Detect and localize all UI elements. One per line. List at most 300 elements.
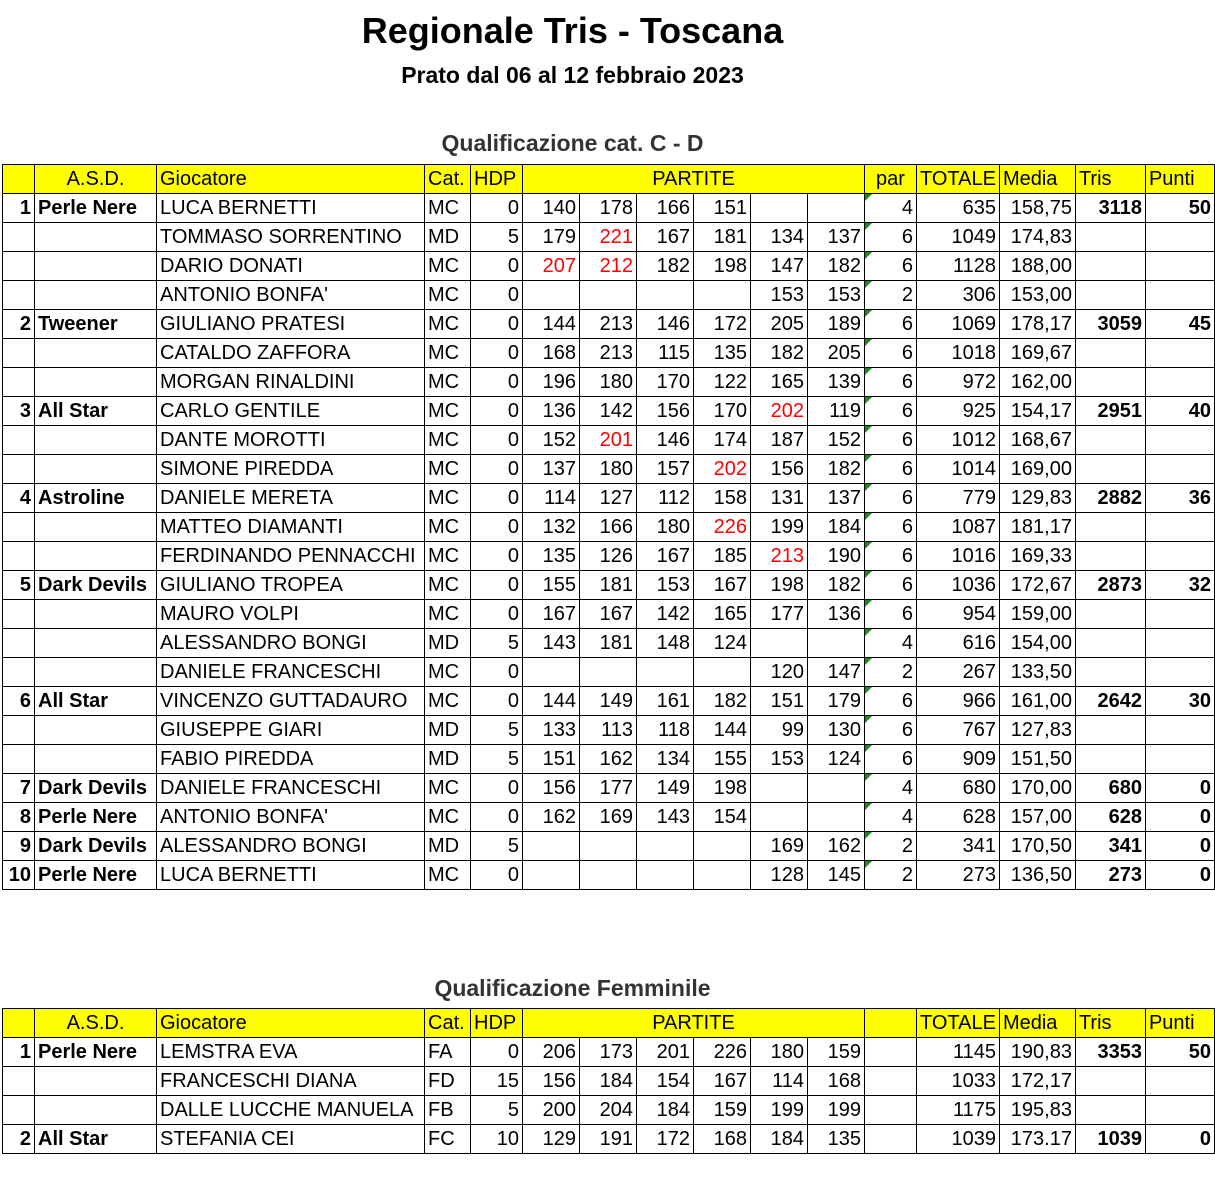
game-score-cell: 156 (523, 774, 580, 803)
game-score-cell: 137 (523, 455, 580, 484)
rank-cell: 8 (3, 803, 35, 832)
tris-total-cell (1075, 658, 1145, 687)
tris-total-cell (1075, 542, 1145, 571)
game-score-cell: 212 (580, 252, 637, 281)
game-score-cell (694, 281, 751, 310)
header-par: par (865, 165, 917, 194)
points-cell: 32 (1145, 571, 1214, 600)
game-score-cell: 156 (637, 397, 694, 426)
game-score-cell (808, 629, 865, 658)
game-score-cell: 202 (694, 455, 751, 484)
game-score-cell: 174 (694, 426, 751, 455)
header-total: TOTALE (917, 1009, 1000, 1038)
handicap-cell: 0 (471, 1038, 523, 1067)
rank-cell: 10 (3, 861, 35, 890)
player-cell: ALESSANDRO BONGI (157, 629, 425, 658)
game-score-cell: 112 (637, 484, 694, 513)
tris-total-cell: 2951 (1075, 397, 1145, 426)
category-cell: MC (425, 426, 471, 455)
game-score-cell: 158 (694, 484, 751, 513)
game-score-cell: 132 (523, 513, 580, 542)
handicap-cell: 0 (471, 571, 523, 600)
total-cell: 1069 (917, 310, 1000, 339)
club-cell (35, 745, 157, 774)
player-cell: FRANCESCHI DIANA (157, 1067, 425, 1096)
game-score-cell: 151 (694, 194, 751, 223)
rank-cell (3, 281, 35, 310)
header-player: Giocatore (157, 1009, 425, 1038)
game-score-cell: 191 (580, 1125, 637, 1154)
player-cell: CATALDO ZAFFORA (157, 339, 425, 368)
points-cell: 36 (1145, 484, 1214, 513)
games-played-cell: 6 (865, 455, 917, 484)
games-played-cell: 6 (865, 484, 917, 513)
average-cell: 174,83 (999, 223, 1075, 252)
tris-total-cell (1075, 339, 1145, 368)
player-cell: GIUSEPPE GIARI (157, 716, 425, 745)
category-cell: MD (425, 832, 471, 861)
game-score-cell: 189 (808, 310, 865, 339)
tris-total-cell (1075, 600, 1145, 629)
points-cell: 50 (1145, 1038, 1214, 1067)
handicap-cell: 15 (471, 1067, 523, 1096)
total-cell: 1033 (917, 1067, 1000, 1096)
rank-cell (3, 426, 35, 455)
rank-cell (3, 716, 35, 745)
points-cell (1145, 745, 1214, 774)
handicap-cell: 5 (471, 745, 523, 774)
game-score-cell: 131 (751, 484, 808, 513)
points-cell (1145, 252, 1214, 281)
section-title-female: Qualificazione Femminile (434, 975, 711, 1001)
game-score-cell: 122 (694, 368, 751, 397)
table-row (3, 513, 1215, 542)
game-score-cell: 144 (523, 310, 580, 339)
game-score-cell: 126 (580, 542, 637, 571)
category-cell: MC (425, 368, 471, 397)
player-cell: DANIELE FRANCESCHI (157, 774, 425, 803)
tris-total-cell (1075, 1096, 1145, 1125)
handicap-cell: 0 (471, 310, 523, 339)
rank-cell (3, 223, 35, 252)
game-score-cell: 169 (751, 832, 808, 861)
handicap-cell: 0 (471, 600, 523, 629)
game-score-cell: 200 (523, 1096, 580, 1125)
points-cell: 45 (1145, 310, 1214, 339)
game-score-cell: 213 (580, 339, 637, 368)
table-row (3, 484, 1215, 513)
header-hdp: HDP (471, 1009, 523, 1038)
club-cell (35, 629, 157, 658)
game-score-cell (523, 658, 580, 687)
rank-cell (3, 368, 35, 397)
game-score-cell: 130 (808, 716, 865, 745)
header-points: Punti (1145, 165, 1214, 194)
rank-cell: 3 (3, 397, 35, 426)
points-cell (1145, 1096, 1214, 1125)
game-score-cell (523, 281, 580, 310)
player-cell: ALESSANDRO BONGI (157, 832, 425, 861)
game-score-cell: 144 (694, 716, 751, 745)
header-cat: Cat. (425, 165, 471, 194)
category-cell: MC (425, 194, 471, 223)
game-score-cell: 152 (523, 426, 580, 455)
table-row (3, 310, 1215, 339)
game-score-cell: 155 (694, 745, 751, 774)
average-cell: 158,75 (999, 194, 1075, 223)
table-row (3, 774, 1215, 803)
club-cell (35, 368, 157, 397)
average-cell: 188,00 (999, 252, 1075, 281)
average-cell: 151,50 (999, 745, 1075, 774)
game-score-cell: 170 (694, 397, 751, 426)
average-cell: 154,00 (999, 629, 1075, 658)
header-avg: Media (999, 1009, 1075, 1038)
club-cell: Perle Nere (35, 194, 157, 223)
game-score-cell: 165 (751, 368, 808, 397)
average-cell: 178,17 (999, 310, 1075, 339)
game-score-cell: 182 (637, 252, 694, 281)
tris-total-cell (1075, 281, 1145, 310)
club-cell (35, 426, 157, 455)
header-tris: Tris (1075, 1009, 1145, 1038)
game-score-cell: 153 (751, 281, 808, 310)
game-score-cell: 167 (637, 223, 694, 252)
average-cell: 161,00 (999, 687, 1075, 716)
points-cell: 30 (1145, 687, 1214, 716)
game-score-cell: 180 (580, 368, 637, 397)
category-cell: MC (425, 252, 471, 281)
table-row (3, 1067, 1215, 1096)
average-cell: 153,00 (999, 281, 1075, 310)
game-score-cell: 147 (808, 658, 865, 687)
game-score-cell: 134 (751, 223, 808, 252)
category-cell: MC (425, 339, 471, 368)
rank-cell (3, 252, 35, 281)
rank-cell (3, 513, 35, 542)
game-score-cell: 180 (637, 513, 694, 542)
category-cell: MC (425, 281, 471, 310)
total-cell: 635 (917, 194, 1000, 223)
games-played-cell: 6 (865, 687, 917, 716)
table-row (3, 397, 1215, 426)
tris-total-cell (1075, 629, 1145, 658)
game-score-cell: 134 (637, 745, 694, 774)
tris-total-cell: 628 (1075, 803, 1145, 832)
games-played-cell: 6 (865, 310, 917, 339)
game-score-cell: 144 (523, 687, 580, 716)
club-cell: Perle Nere (35, 1038, 157, 1067)
game-score-cell: 113 (580, 716, 637, 745)
points-cell: 0 (1145, 774, 1214, 803)
handicap-cell: 0 (471, 252, 523, 281)
rank-cell (3, 339, 35, 368)
table-row (3, 571, 1215, 600)
total-cell: 628 (917, 803, 1000, 832)
game-score-cell (637, 658, 694, 687)
tris-total-cell (1075, 368, 1145, 397)
table-row (3, 542, 1215, 571)
game-score-cell: 181 (580, 629, 637, 658)
tris-total-cell: 273 (1075, 861, 1145, 890)
game-score-cell: 178 (580, 194, 637, 223)
game-score-cell: 207 (523, 252, 580, 281)
tris-total-cell (1075, 716, 1145, 745)
table-row (3, 1096, 1215, 1125)
game-score-cell: 143 (637, 803, 694, 832)
category-cell: MD (425, 745, 471, 774)
points-cell (1145, 368, 1214, 397)
header-hdp: HDP (471, 165, 523, 194)
game-score-cell: 196 (523, 368, 580, 397)
game-score-cell: 199 (751, 1096, 808, 1125)
game-score-cell: 172 (637, 1125, 694, 1154)
points-cell: 0 (1145, 803, 1214, 832)
handicap-cell: 0 (471, 513, 523, 542)
total-cell: 306 (917, 281, 1000, 310)
game-score-cell (580, 861, 637, 890)
total-cell: 1036 (917, 571, 1000, 600)
tris-total-cell (1075, 513, 1145, 542)
game-score-cell: 153 (751, 745, 808, 774)
game-score-cell: 166 (637, 194, 694, 223)
game-score-cell (751, 629, 808, 658)
game-score-cell: 115 (637, 339, 694, 368)
player-cell: ANTONIO BONFA' (157, 803, 425, 832)
average-cell: 181,17 (999, 513, 1075, 542)
points-cell (1145, 658, 1214, 687)
games-played-cell: 6 (865, 513, 917, 542)
handicap-cell: 0 (471, 397, 523, 426)
club-cell: All Star (35, 1125, 157, 1154)
game-score-cell (694, 658, 751, 687)
player-cell: CARLO GENTILE (157, 397, 425, 426)
games-played-cell: 4 (865, 774, 917, 803)
game-score-cell: 179 (808, 687, 865, 716)
game-score-cell: 155 (523, 571, 580, 600)
games-played-cell: 4 (865, 629, 917, 658)
table-row (3, 281, 1215, 310)
header-total: TOTALE (917, 165, 1000, 194)
handicap-cell: 0 (471, 861, 523, 890)
tris-total-cell (1075, 745, 1145, 774)
total-cell: 273 (917, 861, 1000, 890)
club-cell: Dark Devils (35, 832, 157, 861)
header-tris: Tris (1075, 165, 1145, 194)
club-cell: Tweener (35, 310, 157, 339)
games-played-cell: 2 (865, 832, 917, 861)
game-score-cell: 151 (751, 687, 808, 716)
game-score-cell (580, 281, 637, 310)
game-score-cell: 156 (751, 455, 808, 484)
player-cell: LEMSTRA EVA (157, 1038, 425, 1067)
rank-cell: 1 (3, 1038, 35, 1067)
handicap-cell: 0 (471, 368, 523, 397)
category-cell: FD (425, 1067, 471, 1096)
tris-total-cell (1075, 1067, 1145, 1096)
games-played-cell: 6 (865, 745, 917, 774)
header-avg: Media (999, 165, 1075, 194)
game-score-cell: 135 (808, 1125, 865, 1154)
points-cell (1145, 426, 1214, 455)
page-subtitle: Prato dal 06 al 12 febbraio 2023 (401, 62, 744, 88)
player-cell: DALLE LUCCHE MANUELA (157, 1096, 425, 1125)
games-played-cell: 6 (865, 252, 917, 281)
table-row (3, 223, 1215, 252)
game-score-cell: 226 (694, 513, 751, 542)
header-games: PARTITE (523, 1009, 865, 1038)
rank-cell (3, 1096, 35, 1125)
game-score-cell: 135 (694, 339, 751, 368)
table-row (3, 1038, 1215, 1067)
club-cell (35, 252, 157, 281)
category-cell: MD (425, 629, 471, 658)
game-score-cell: 205 (751, 310, 808, 339)
game-score-cell: 177 (580, 774, 637, 803)
game-score-cell: 137 (808, 223, 865, 252)
club-cell: Dark Devils (35, 774, 157, 803)
game-score-cell: 226 (694, 1038, 751, 1067)
games-played-cell: 6 (865, 600, 917, 629)
table-row (3, 687, 1215, 716)
rank-cell (3, 542, 35, 571)
games-played-cell: 6 (865, 223, 917, 252)
game-score-cell: 156 (523, 1067, 580, 1096)
qualification-table-cd (2, 164, 1215, 890)
total-cell: 779 (917, 484, 1000, 513)
game-score-cell: 153 (637, 571, 694, 600)
total-cell: 1087 (917, 513, 1000, 542)
average-cell: 162,00 (999, 368, 1075, 397)
category-cell: MC (425, 310, 471, 339)
handicap-cell: 0 (471, 484, 523, 513)
header-asd: A.S.D. (35, 1009, 157, 1038)
total-cell: 1018 (917, 339, 1000, 368)
game-score-cell: 137 (808, 484, 865, 513)
tris-total-cell: 2642 (1075, 687, 1145, 716)
game-score-cell: 142 (637, 600, 694, 629)
total-cell: 954 (917, 600, 1000, 629)
handicap-cell: 5 (471, 832, 523, 861)
rank-cell: 2 (3, 310, 35, 339)
game-score-cell (808, 803, 865, 832)
club-cell: All Star (35, 687, 157, 716)
category-cell: MD (425, 716, 471, 745)
table-row (3, 803, 1215, 832)
category-cell: MD (425, 223, 471, 252)
tris-total-cell: 680 (1075, 774, 1145, 803)
points-cell (1145, 629, 1214, 658)
game-score-cell: 184 (580, 1067, 637, 1096)
game-score-cell: 114 (523, 484, 580, 513)
tris-total-cell (1075, 223, 1145, 252)
game-score-cell (637, 281, 694, 310)
section-title-cd: Qualificazione cat. C - D (441, 130, 704, 156)
header-pos (3, 1009, 35, 1038)
game-score-cell: 182 (751, 339, 808, 368)
game-score-cell: 149 (580, 687, 637, 716)
club-cell: Perle Nere (35, 803, 157, 832)
club-cell (35, 339, 157, 368)
table-row (3, 832, 1215, 861)
game-score-cell: 184 (637, 1096, 694, 1125)
club-cell (35, 542, 157, 571)
category-cell: MC (425, 484, 471, 513)
handicap-cell: 5 (471, 629, 523, 658)
total-cell: 1012 (917, 426, 1000, 455)
game-score-cell: 198 (694, 252, 751, 281)
points-cell (1145, 281, 1214, 310)
club-cell: Dark Devils (35, 571, 157, 600)
rank-cell (3, 658, 35, 687)
game-score-cell: 167 (580, 600, 637, 629)
game-score-cell: 180 (751, 1038, 808, 1067)
game-score-cell: 147 (751, 252, 808, 281)
player-cell: GIULIANO TROPEA (157, 571, 425, 600)
player-cell: LUCA BERNETTI (157, 861, 425, 890)
game-score-cell: 139 (808, 368, 865, 397)
handicap-cell: 0 (471, 687, 523, 716)
game-score-cell: 159 (808, 1038, 865, 1067)
tris-total-cell (1075, 252, 1145, 281)
points-cell (1145, 513, 1214, 542)
rank-cell (3, 455, 35, 484)
game-score-cell: 99 (751, 716, 808, 745)
game-score-cell (523, 861, 580, 890)
club-cell (35, 1067, 157, 1096)
club-cell (35, 455, 157, 484)
category-cell: MC (425, 658, 471, 687)
game-score-cell: 201 (580, 426, 637, 455)
club-cell: Astroline (35, 484, 157, 513)
games-played-cell (865, 1038, 917, 1067)
game-score-cell: 198 (694, 774, 751, 803)
handicap-cell: 5 (471, 223, 523, 252)
header-pos (3, 165, 35, 194)
game-score-cell (808, 774, 865, 803)
game-score-cell (694, 861, 751, 890)
tris-total-cell (1075, 426, 1145, 455)
game-score-cell: 199 (751, 513, 808, 542)
average-cell: 172,17 (999, 1067, 1075, 1096)
average-cell: 169,00 (999, 455, 1075, 484)
category-cell: MC (425, 397, 471, 426)
average-cell: 127,83 (999, 716, 1075, 745)
game-score-cell (751, 803, 808, 832)
average-cell: 133,50 (999, 658, 1075, 687)
club-cell (35, 600, 157, 629)
table-row (3, 339, 1215, 368)
category-cell: MC (425, 455, 471, 484)
player-cell: MORGAN RINALDINI (157, 368, 425, 397)
points-cell: 0 (1145, 861, 1214, 890)
total-cell: 267 (917, 658, 1000, 687)
points-cell (1145, 542, 1214, 571)
average-cell: 173.17 (999, 1125, 1075, 1154)
games-played-cell: 2 (865, 658, 917, 687)
category-cell: MC (425, 600, 471, 629)
points-cell: 40 (1145, 397, 1214, 426)
game-score-cell: 185 (694, 542, 751, 571)
game-score-cell: 184 (808, 513, 865, 542)
game-score-cell: 213 (580, 310, 637, 339)
table-row (3, 455, 1215, 484)
club-cell (35, 513, 157, 542)
handicap-cell: 0 (471, 455, 523, 484)
total-cell: 1016 (917, 542, 1000, 571)
total-cell: 341 (917, 832, 1000, 861)
table-row (3, 629, 1215, 658)
